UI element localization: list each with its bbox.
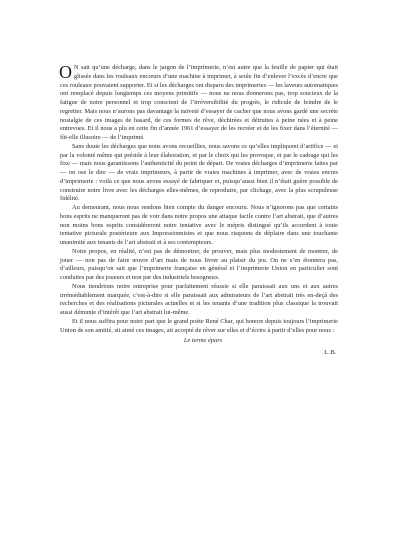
poem-title: Le terme épars: [183, 337, 223, 345]
paragraph-1: [60, 64, 338, 143]
paragraph-1-text: N sait qu’une décharge, dans le jargon de l’imprimerie, n’est autre que la feuille de papier qui était glissée dans les rouleaux encreurs d’une machine à imprimer, à seule fin d’enlever l’excès d’encre que ces rouleaux pouvaient supporter. Et si les décharges ont disparu des imprimeries — les laveurs automatiques ont remplacé depuis longtemps ces moyens primitifs — nous ne nous donnerons pas, trop soucieux de la fatigue de notre personnel et trop conscient de l’irréversibilité du progrès, le ridicule de feindre de le regretter. Mais nous n’aurons pas davantage la naïveté d’essayer de cacher que nous avons gardé une secrète nostalgie de ces images de hasard, de ces formes de rêve, déchirées et détruites à peine nées et à peine entrevues. Et il nous a plu en cette fin d’année 1961 d’essayer de les recréer et de les fixer dans l’éternité — fût-elle illusoire — de l’imprimé.: [60, 64, 338, 141]
paragraph-4: Notre propos, en réalité, n’est pas de démontrer, de prouver, mais plus modestement de montrer, de jouer — non pas de faire œuvre d’art mais de nous livrer au plaisir du jeu. On ne s’en étonnera pas, d’ailleurs, puisqu’on sait que l’imprimerie française en général et l’imprimerie Union en particulier sont conduites par des joueurs et non par des industriels besogneux.: [60, 247, 338, 281]
paragraph-6: Et il nous suffira pour notre part que le grand poète René Char, qui honore depuis toujours l’imprimerie Union de son amitié, sit aimé ces images, ait accepté de rêver sur elles et d’écrire à partir d’elles pour nous :: [60, 317, 338, 334]
drop-cap: O: [59, 62, 72, 82]
signature: L.B.: [324, 349, 337, 357]
paragraph-3: Au demeurant, nous nous rendons bien compte du danger encouru. Nous n’ignorons pas que certains bons esprits ne manqueront pas de voir dans notre propos une attaque facile contre l’art abstrait, que d’autres non moins bons esprits considéreront notre tentative avec le mépris distingué qu’ils accordent à toute tentative picturale postérieure aux Impressionnistes et que nous risquons de déplaire dans une touchante unanimité aux tenants de l’art abstrait et à ses contempteurs.: [60, 204, 338, 246]
paragraph-5: Nous tiendrions notre entreprise pour parfaitement réussie si elle paraissait aux uns et aux autres irrémédiablement marquée, c’est-à-dire si elle paraissait aux admirateurs de l’art abstrait très en-deçà des recherches et des réalisations picturales actuelles et si les tenants d’une tradition plus classique la trouvait aussi démunie d’intérêt que l’art abstrait lui-même.: [60, 282, 338, 316]
paragraph-2: Sans doute les décharges que nous avons recueillies, nous savons ce qu’elles impliquent d’artifice — et par la volonté même qui préside à leur élaboration, et par le choix qui les provoque, et par le cadrage qui les fixe — mais nous garantissons l’authenticité du point de départ. De vraies décharges d’imprimerie faites par — on ose le dire — de vrais imprimeurs, à partir de vraies machines à imprimer, avec de vraies encres d’imprimerie : voilà ce que nous avons essayé de fabriquer et, puisqu’aussi bien il n’était guère possible de construire notre livre avec les décharges elles-mêmes, de reproduire, par clichage, avec la plus scrupuleuse fidélité.: [60, 142, 338, 203]
